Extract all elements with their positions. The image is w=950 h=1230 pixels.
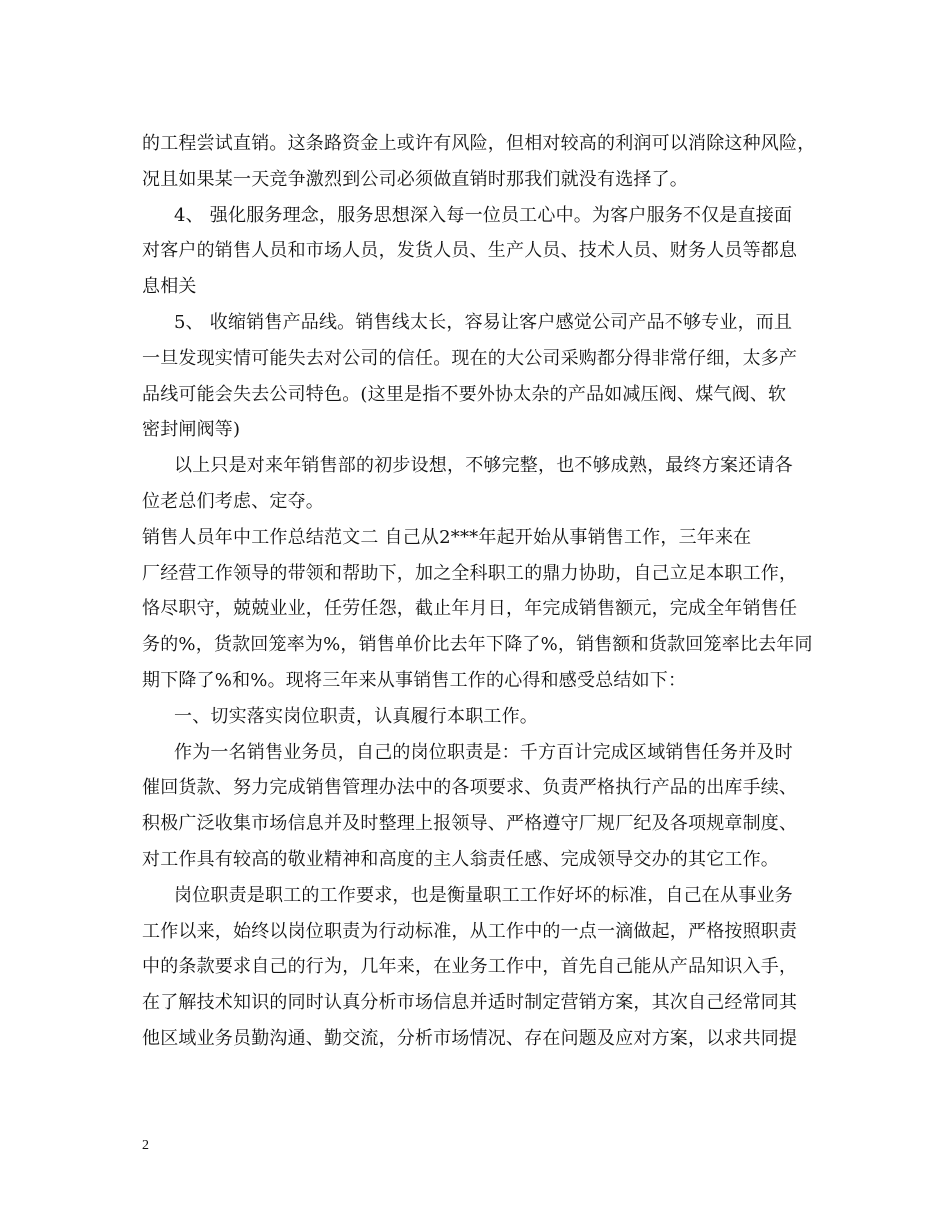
section-heading-line: 销售人员年中工作总结范文二 自己从2***年起开始从事销售工作，三年来在 <box>142 526 752 548</box>
text-line: 以上只是对来年销售部的初步设想，不够完整，也不够成熟，最终方案还请各 <box>174 455 793 477</box>
text-line: 对客户的销售人员和市场人员，发货人员、生产人员、技术人员、财务人员等都息 <box>142 240 798 262</box>
text-line: 一旦发现实情可能失去对公司的信任。现在的大公司采购都分得非常仔细，太多产 <box>142 347 798 369</box>
text-line: 中的条款要求自己的行为，几年来，在业务工作中，首先自己能从产品知识入手， <box>142 956 798 978</box>
text-line: 息相关 <box>142 276 197 298</box>
text-line: 密封闸阀等) <box>142 419 241 441</box>
text-line: 5、 收缩销售产品线。销售线太长，容易让客户感觉公司产品不够专业，而且 <box>174 311 793 333</box>
text-line: 工作以来，始终以岗位职责为行动标准，从工作中的一点一滴做起，严格按照职责 <box>142 920 798 942</box>
document-body <box>142 126 822 1057</box>
subheading-line: 一、切实落实岗位职责，认真履行本职工作。 <box>174 705 538 727</box>
text-line: 品线可能会失去公司特色。(这里是指不要外协太杂的产品如减压阀、煤气阀、软 <box>142 383 787 405</box>
text-line: 4、 强化服务理念，服务思想深入每一位员工心中。为客户服务不仅是直接面 <box>174 204 793 226</box>
text-line: 的工程尝试直销。这条路资金上或许有风险，但相对较高的利润可以消除这种风险， <box>142 133 816 154</box>
text-line: 他区域业务员勤沟通、勤交流，分析市场情况、存在问题及应对方案，以求共同提 <box>142 1027 798 1049</box>
text-line: 务的%，货款回笼率为%，销售单价比去年下降了%，销售额和货款回笼率比去年同 <box>142 634 813 656</box>
text-line: 积极广泛收集市场信息并及时整理上报领导、严格遵守厂规厂纪及各项规章制度、 <box>142 813 798 835</box>
text-line: 岗位职责是职工的工作要求，也是衡量职工工作好坏的标准，自己在从事业务 <box>174 884 793 906</box>
text-line: 期下降了%和%。现将三年来从事销售工作的心得和感受总结如下： <box>142 669 687 691</box>
text-line: 况且如果某一天竞争激烈到公司必须做直销时那我们就没有选择了。 <box>142 168 688 190</box>
text-line: 恪尽职守，兢兢业业，任劳任怨，截止年月日，年完成销售额元，完成全年销售任 <box>142 598 798 620</box>
page-number: 2 <box>142 1138 149 1153</box>
text-line: 位老总们考虑、定夺。 <box>142 490 324 512</box>
text-line: 在了解技术知识的同时认真分析市场信息并适时制定营销方案，其次自己经常同其 <box>142 992 798 1014</box>
text-line: 厂经营工作领导的带领和帮助下，加之全科职工的鼎力协助，自己立足本职工作， <box>142 562 798 584</box>
text-line: 作为一名销售业务员，自己的岗位职责是：千方百计完成区域销售任务并及时 <box>174 741 793 763</box>
text-line: 对工作具有较高的敬业精神和高度的主人翁责任感、完成领导交办的其它工作。 <box>142 848 779 870</box>
text-line: 催回货款、努力完成销售管理办法中的各项要求、负责严格执行产品的出库手续、 <box>142 777 798 799</box>
